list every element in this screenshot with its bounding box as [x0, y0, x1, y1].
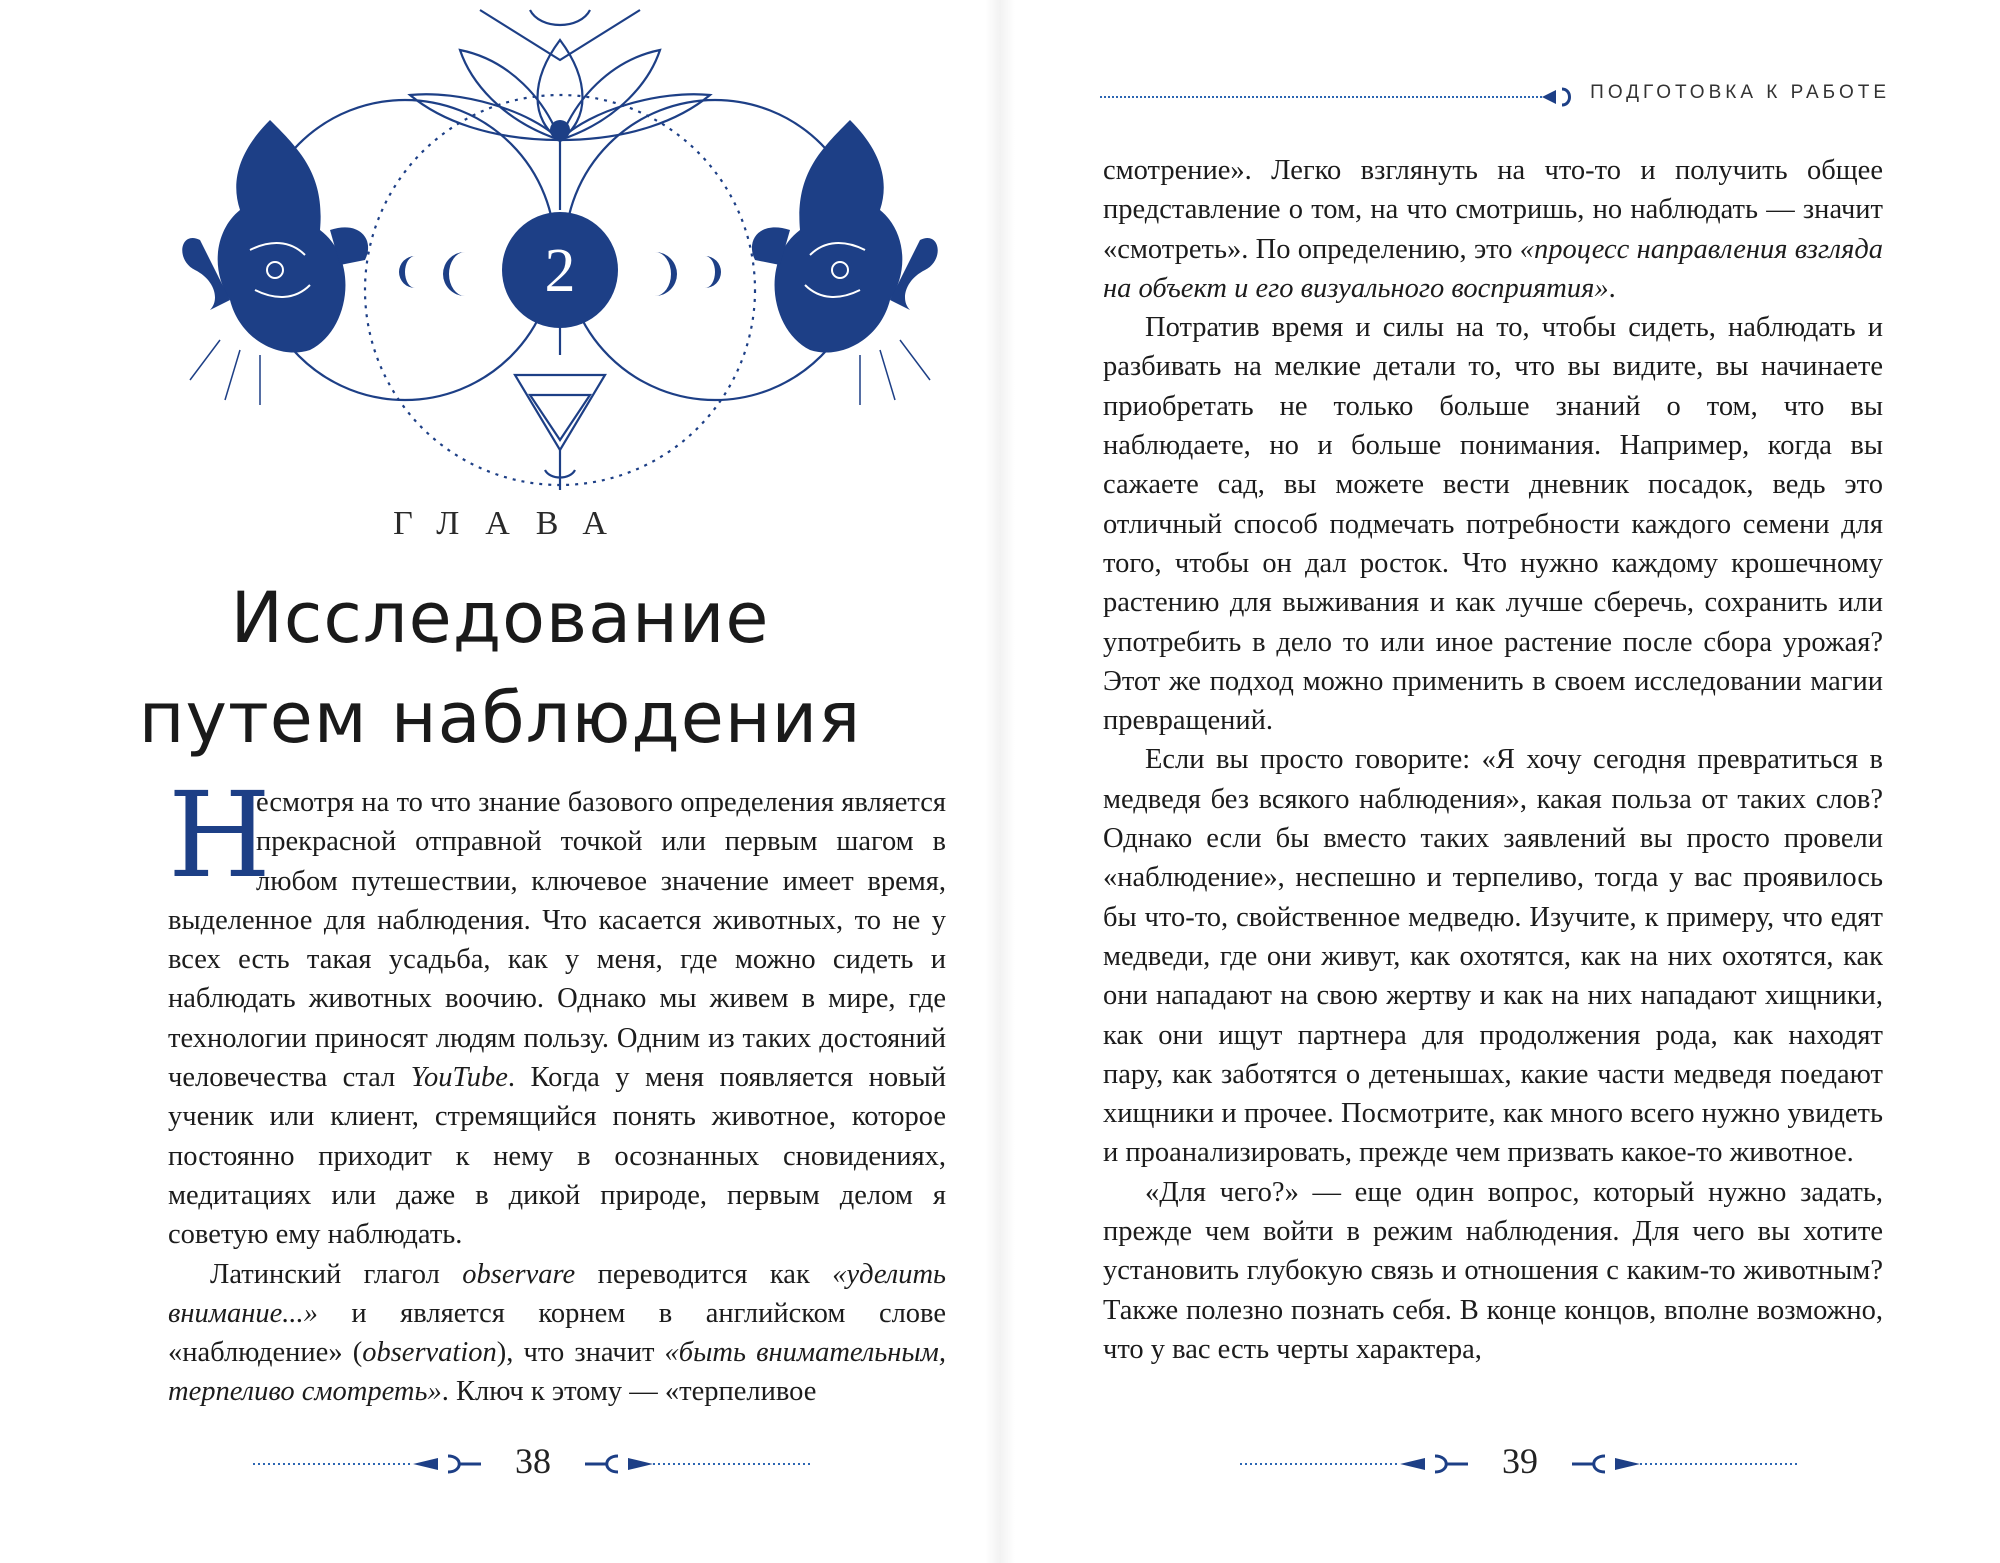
chapter-title-line-2: путем наблюдения	[138, 677, 862, 759]
chapter-title	[0, 568, 1000, 768]
r-para1-it: «процесс направления взгляда на объект и его визуального восприятия»	[1103, 233, 1884, 304]
footer-ornament-right-icon	[583, 1452, 813, 1476]
r-para1-a: смотрение». Легко взглянуть на что-то и получить общее представление о том, на что смотришь, но наблюдать — значит «смотреть». По определению, это	[1103, 155, 1883, 265]
chapter-number: 2	[544, 237, 576, 305]
right-body-text	[1103, 151, 1883, 1369]
right-paragraph-1	[1103, 151, 1883, 308]
r-para1-end: .	[1608, 272, 1616, 304]
running-head-ornament-icon	[1542, 86, 1572, 108]
para2-it1: observare	[462, 1258, 576, 1290]
right-paragraph-2: Потратив время и силы на то, чтобы сидеть, наблюдать и разбивать на мелкие детали то, что вы видите, вы начинаете приобретать не только больше знаний о том, что вы наблюдаете, но и больше понимания. Например, когда вы сажаете сад, вы можете вести дневник посадок, ведь это отличный способ подмечать потребности каждого семени для того, чтобы он дал росток. Что нужно каждому крошечному растению для выживания и как лучше сберечь, сохранить или употребить в дело то или иное растение после сбора урожая? Этот же подход можно применить в своем исследовании магии превращений.	[1103, 312, 1883, 737]
para2-b: переводится как	[575, 1258, 833, 1290]
drop-cap: Н	[168, 766, 271, 904]
running-head-title: ПОДГОТОВКА К РАБОТЕ	[1590, 82, 1890, 103]
para1-italic: YouTube	[410, 1062, 508, 1094]
para2-a: Латинский глагол	[210, 1258, 463, 1290]
para1-text: есмотря на то что знание базового определения является прекрасной отправной точкой или первым шагом в любом путешествии, ключевое значение имеет время, выделенное для наблюдения. Что касается животных, то не у всех есть такая усадьба, как у меня, где можно сидеть и наблюдать животных воочию. Однако мы живем в мире, где технологии приносят людям пользу. Одним из таких достояний человечества стал	[168, 787, 946, 1094]
right-paragraph-4: «Для чего?» — еще один вопрос, который нужно задать, прежде чем войти в режим наблюдения. Для чего вы хотите установить глубокую связь и отношения с каким-то животным? Также полезно познать себя. В конце концов, вполне возможно, что у вас есть черты характера,	[1103, 1176, 1883, 1365]
page-number-right: 39	[1502, 1441, 1538, 1481]
page-footer-right	[1240, 1440, 1800, 1490]
footer-ornament-right-icon	[1570, 1452, 1800, 1476]
chapter-label: ГЛАВА	[393, 505, 633, 542]
para2-c: и является корнем в английском слове «наблюдение» (	[168, 1297, 946, 1369]
running-head	[1100, 82, 1890, 112]
para1-end: . Когда у меня появляется новый ученик или клиент, стремящийся понять животное, которое постоянно приходит к нему в осознанных сновидениях, медитациях или даже в дикой природе, первым делом я советую ему наблюдать.	[168, 1062, 946, 1251]
para2-e: . Ключ к этому — «терпеливое	[441, 1376, 817, 1408]
left-paragraph-1	[168, 766, 946, 1255]
left-body-text	[168, 766, 947, 1412]
running-head-rule	[1100, 96, 1550, 98]
page-footer-left	[253, 1440, 813, 1490]
chapter-title-line-1: Исследование	[230, 577, 770, 659]
left-paragraph-2	[168, 1255, 946, 1412]
chapter-ornament-icon	[160, 0, 960, 500]
para2-d: ), что значит	[496, 1337, 665, 1369]
right-paragraph-3: Если вы просто говорите: «Я хочу сегодня превратиться в медведя без всякого наблюдения», какая польза от таких слов? Однако если бы вместо таких заявлений вы просто провели «наблюдение», неспешно и терпеливо, тогда у вас проявилось бы что-то, свойственное медведю. Изучите, к примеру, что едят медведи, где они живут, как охотятся, как на них охотятся, как они нападают на свою жертву и как на них нападают хищники, как они ищут партнера для продолжения рода, как находят пару, как заботятся о детенышах, какие части медведя поедают хищники и прочее. Посмотрите, как много всего нужно увидеть и проанализировать, прежде чем призвать какое-то животное.	[1103, 744, 1883, 1169]
page-number-left: 38	[515, 1441, 551, 1481]
para2-it3: observation	[362, 1337, 497, 1369]
para2-it4: «быть внимательным, терпеливо смотреть»	[168, 1337, 946, 1408]
para2-it2: «уделить внимание...»	[168, 1258, 947, 1329]
